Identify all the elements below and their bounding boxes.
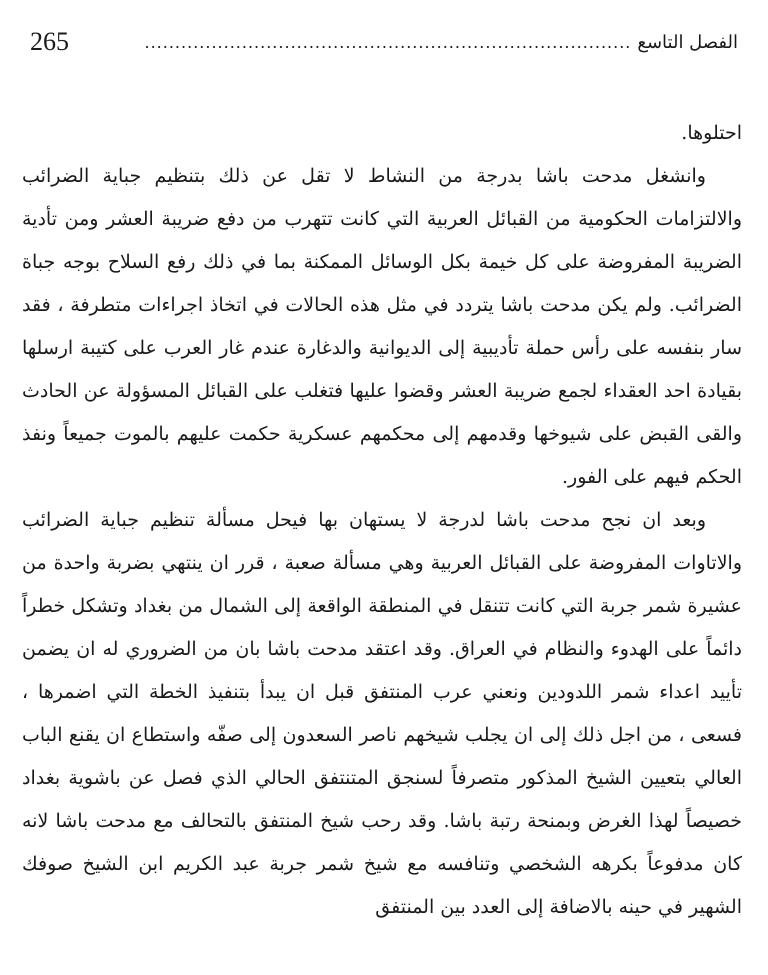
paragraph-1: احتلوها. bbox=[681, 122, 742, 144]
paragraph-2: وانشغل مدحت باشا بدرجة من النشاط لا تقل عن ذلك بتنظيم جباية الضرائب والالتزامات الحكومية من القبائل العربية التي كانت تتهرب من دفع ضريبة العشر ومن تأدية الضريبة المفروضة على كل خيمة بكل الوسائل الممكنة بما في ذلك رفع السلاح بوجه جباة الضرائب. ولم يكن مدحت باشا يتردد في مثل هذه الحالات في اتخاذ اجراءات متطرفة ، فقد سار بنفسه على رأس حملة تأديبية إلى الديوانية والدغارة عندم غار العرب على كتيبة ارسلها بقيادة احد العقداء لجمع ضريبة العشر وقضوا عليها فتغلب على القبائل المسؤولة عن الحادث والقى القبض على شيوخها وقدمهم إلى محكمهم عسكرية حكمت عليهم بالموت جميعاً ونفذ الحكم فيهم على الفور. bbox=[22, 165, 742, 488]
chapter-title: الفصل التاسع bbox=[637, 31, 738, 53]
page-header bbox=[30, 22, 738, 62]
body-text bbox=[22, 112, 742, 929]
paragraph-3: وبعد ان نجح مدحت باشا لدرجة لا يستهان بها فيحل مسألة تنظيم جباية الضرائب والاتاوات المفروضة على القبائل العربية وهي مسألة صعبة ، قرر ان ينتهي بضربة واحدة من عشيرة شمر جربة التي كانت تتنقل في المنطقة الواقعة إلى الشمال من بغداد وتشكل خطراً دائماً على الهدوء والنظام في العراق. وقد اعتقد مدحت باشا بان من الضروري له ان يضمن تأييد اعداء شمر اللدودين ونعني عرب المنتفق قبل ان يبدأ بتنفيذ الخطة التي اضمرها ، فسعى ، من اجل ذلك إلى ان يجلب شيخهم ناصر السعدون إلى صفّه واستطاع ان يقنع الباب العالي بتعيين الشيخ المذكور متصرفاً لسنجق المتنتفق الحالي الذي فصل عن باشوية بغداد خصيصاً لهذا الغرض وبمنحة رتبة باشا. وقد رحب شيخ المنتفق بالتحالف مع مدحت باشا لانه كان مدفوعاً بكرهه الشخصي وتنافسه مع شيخ شمر جربة عبد الكريم ابن الشيخ صوفك الشهير في حينه بالاضافة إلى العدد بين المنتفق bbox=[22, 509, 742, 918]
page-number: 265 bbox=[30, 27, 69, 56]
leader-dots: ................................................................................ bbox=[144, 32, 632, 52]
